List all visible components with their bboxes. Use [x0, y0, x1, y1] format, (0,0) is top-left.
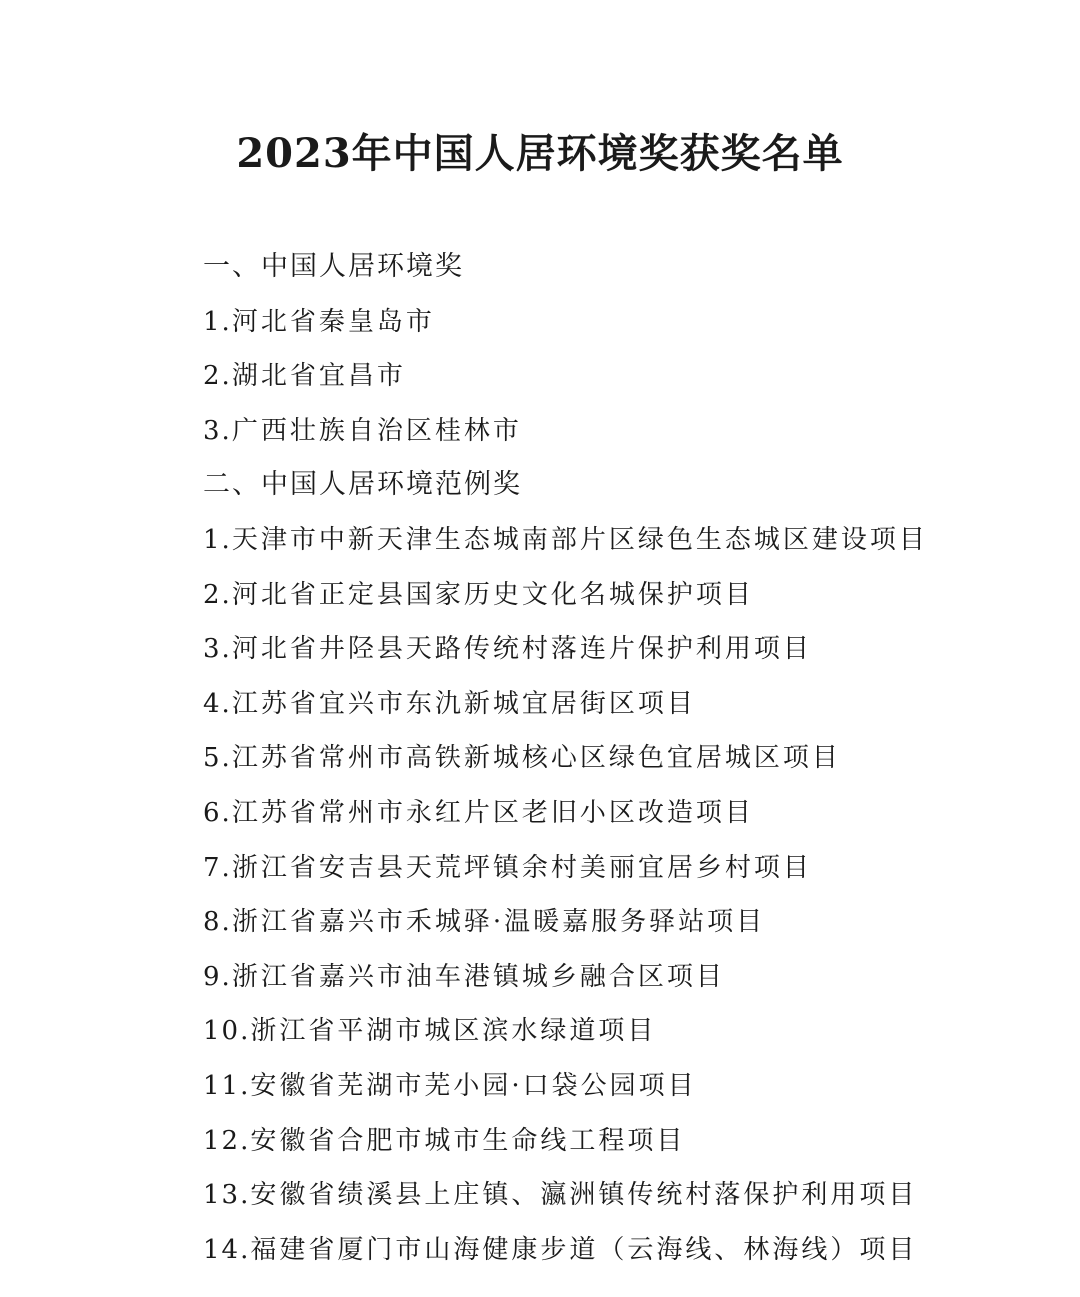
item-text: 江苏省常州市永红片区老旧小区改造项目 [231, 797, 754, 828]
item-text: 天津市中新天津生态城南部片区绿色生态城区建设项目 [231, 524, 928, 555]
item-text: 安徽省芜湖市芜小园·口袋公园项目 [250, 1070, 697, 1101]
section-heading-living-environment-award: 一、中国人居环境奖 [203, 251, 464, 282]
list-item [203, 677, 1063, 732]
item-text: 福建省厦门市山海健康步道（云海线、林海线）项目 [250, 1234, 918, 1265]
list-item [203, 1059, 1063, 1114]
item-number: 14. [203, 1234, 251, 1265]
item-number: 1. [203, 306, 232, 337]
item-number: 1. [203, 524, 232, 555]
item-number: 12. [203, 1125, 251, 1156]
list-item [203, 841, 1063, 896]
list-item [203, 513, 1063, 568]
item-number: 8. [203, 907, 232, 938]
item-text: 湖北省宜昌市 [231, 361, 406, 392]
item-text: 河北省秦皇岛市 [231, 306, 435, 337]
list-item [203, 895, 1063, 950]
item-text: 广西壮族自治区桂林市 [231, 415, 522, 446]
item-text: 河北省正定县国家历史文化名城保护项目 [231, 579, 754, 610]
item-number: 5. [203, 743, 232, 774]
item-number: 6. [203, 797, 232, 828]
list-item [203, 295, 1063, 350]
item-number: 4. [203, 688, 232, 719]
item-text: 浙江省嘉兴市禾城驿·温暖嘉服务驿站项目 [231, 907, 766, 938]
list-item [203, 349, 1063, 404]
item-number: 2. [203, 361, 232, 392]
item-number: 9. [203, 961, 232, 992]
item-number: 11. [203, 1070, 251, 1101]
item-text: 江苏省宜兴市东氿新城宜居街区项目 [231, 688, 696, 719]
document-title: 2023年中国人居环境奖获奖名单 [236, 130, 844, 177]
item-number: 10. [203, 1016, 251, 1047]
section-heading-model-award: 二、中国人居环境范例奖 [203, 469, 522, 501]
item-text: 安徽省合肥市城市生命线工程项目 [250, 1125, 686, 1156]
item-number: 2. [203, 579, 232, 610]
list-item [203, 1168, 1063, 1223]
list-item [203, 1114, 1063, 1169]
list-item [203, 731, 1063, 786]
item-text: 河北省井陉县天路传统村落连片保护利用项目 [231, 634, 812, 665]
list-item [203, 404, 1063, 459]
item-number: 3. [203, 415, 232, 446]
list-item [203, 568, 1063, 623]
item-text: 江苏省常州市高铁新城核心区绿色宜居城区项目 [231, 743, 841, 774]
list-item [203, 622, 1063, 677]
list-item [203, 1004, 1063, 1059]
item-text: 浙江省平湖市城区滨水绿道项目 [250, 1016, 657, 1047]
item-number: 13. [203, 1180, 251, 1211]
item-text: 浙江省安吉县天荒坪镇余村美丽宜居乡村项目 [231, 852, 812, 883]
award-list [203, 240, 1063, 1277]
item-text: 安徽省绩溪县上庄镇、瀛洲镇传统村落保护利用项目 [250, 1180, 918, 1211]
item-number: 7. [203, 852, 232, 883]
list-item [203, 950, 1063, 1005]
list-item [203, 786, 1063, 841]
list-item [203, 1223, 1063, 1278]
item-number: 3. [203, 634, 232, 665]
item-text: 浙江省嘉兴市油车港镇城乡融合区项目 [231, 961, 725, 992]
